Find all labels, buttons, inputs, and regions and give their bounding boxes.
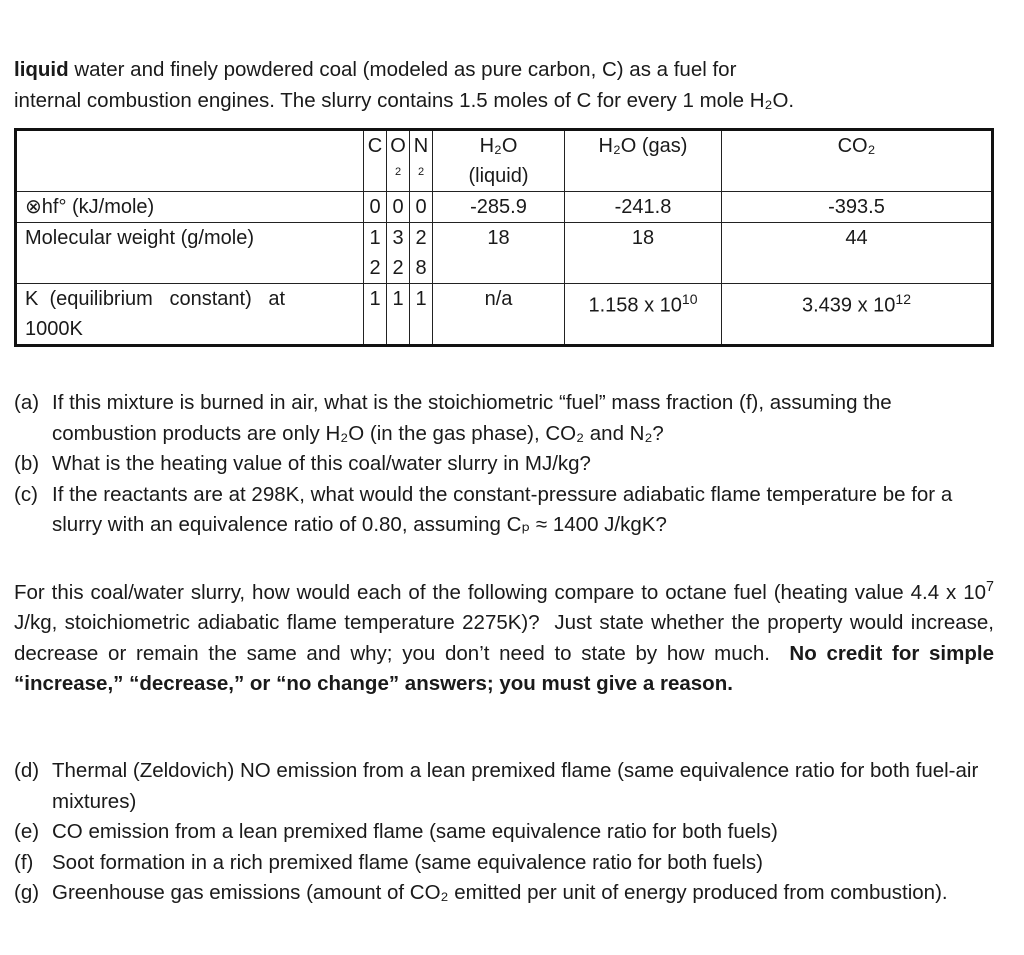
header-n2: N 2 — [410, 130, 433, 192]
k-co2: 3.439 x $10^{12}$ — [722, 284, 993, 346]
hf-h2o-liquid: -285.9 — [433, 192, 565, 223]
table-header-row — [16, 130, 993, 192]
hf-label: ⊗hf° (kJ/mole) — [16, 192, 364, 223]
hf-o2: 0 — [387, 192, 410, 223]
hf-n2: 0 — [410, 192, 433, 223]
k-c: 1 — [364, 284, 387, 346]
k-h2o-gas: 1.158 x $10^{10}$ — [565, 284, 722, 346]
mw-h2o-liquid: 18 — [433, 223, 565, 284]
k-label: K (equilibrium constant) at 1000K — [16, 284, 364, 346]
no-credit-note: No credit for simple “increase,” “decrease,” or “no change” answers; you must give a reason. — [14, 641, 994, 696]
intro-bold: liquid — [14, 58, 69, 81]
questions-defg — [14, 756, 994, 909]
header-blank — [16, 130, 364, 192]
question-e: (e) CO emission from a lean premixed flame (same equivalence ratio for both fuels) — [14, 820, 778, 843]
table-row-mw — [16, 223, 993, 284]
question-a: (a) If this mixture is burned in air, what is the stoichiometric “fuel” mass fraction (f), assuming the combustion products are only H₂O (in the gas phase), CO₂ and N₂? — [14, 391, 892, 445]
header-co2: CO₂ — [722, 130, 993, 192]
mw-label: Molecular weight (g/mole) — [16, 223, 364, 284]
header-h2o-gas: H₂O (gas) — [565, 130, 722, 192]
k-h2o-liquid: n/a — [433, 284, 565, 346]
question-c: (c) If the reactants are at 298K, what would the constant-pressure adiabatic flame temperature be for a slurry with an equivalence ratio of 0.80, assuming Cₚ ≈ 1400 J/kgK? — [14, 482, 953, 536]
hf-co2: -393.5 — [722, 192, 993, 223]
intro-line-1-text: water and finely powdered coal (modeled as pure carbon, C) as a fuel for — [68, 58, 737, 81]
header-o2: O 2 — [387, 130, 410, 192]
question-f: (f) Soot formation in a rich premixed flame (same equivalence ratio for both fuels) — [14, 850, 764, 874]
questions-abc — [14, 388, 994, 541]
k-n2: 1 — [410, 284, 433, 346]
intro-line-2: internal combustion engines. The slurry contains 1.5 moles of C for every 1 mole H₂O. — [14, 89, 795, 112]
header-h2o-liquid: H₂O (liquid) — [433, 130, 565, 192]
k-o2: 1 — [387, 284, 410, 346]
mw-n2: 2 8 — [410, 223, 433, 284]
hf-c: 0 — [364, 192, 387, 223]
hf-h2o-gas: -241.8 — [565, 192, 722, 223]
question-d: (d) Thermal (Zeldovich) NO emission from a lean premixed flame (same equivalence ratio for both fuel-air mixtures) — [14, 759, 979, 813]
table-row-k — [16, 284, 993, 346]
question-b: (b) What is the heating value of this coal/water slurry in MJ/kg? — [14, 452, 591, 475]
header-c: C — [364, 130, 387, 192]
intro-line-1 — [14, 58, 736, 82]
question-g: (g) Greenhouse gas emissions (amount of CO₂ emitted per unit of energy produced from combustion). — [14, 881, 948, 904]
mw-h2o-gas: 18 — [565, 223, 722, 284]
properties-table — [14, 128, 994, 347]
table-row-hf — [16, 192, 993, 223]
mw-o2: 3 2 — [387, 223, 410, 284]
comparison-paragraph: For this coal/water slurry, how would each of the following compare to octane fuel (heating value 4.4 x $10^7$ J/kg, stoichiometric adiabatic flame temperature 2275K)? Just state whether the property would increase, decrease or remain the same and why; you don’t need to state by how much. No credit for simple “increase,” “decrease,” or “no change” answers; you must give a reason. — [14, 579, 1000, 696]
mw-c: 1 2 — [364, 223, 387, 284]
mw-co2: 44 — [722, 223, 993, 284]
